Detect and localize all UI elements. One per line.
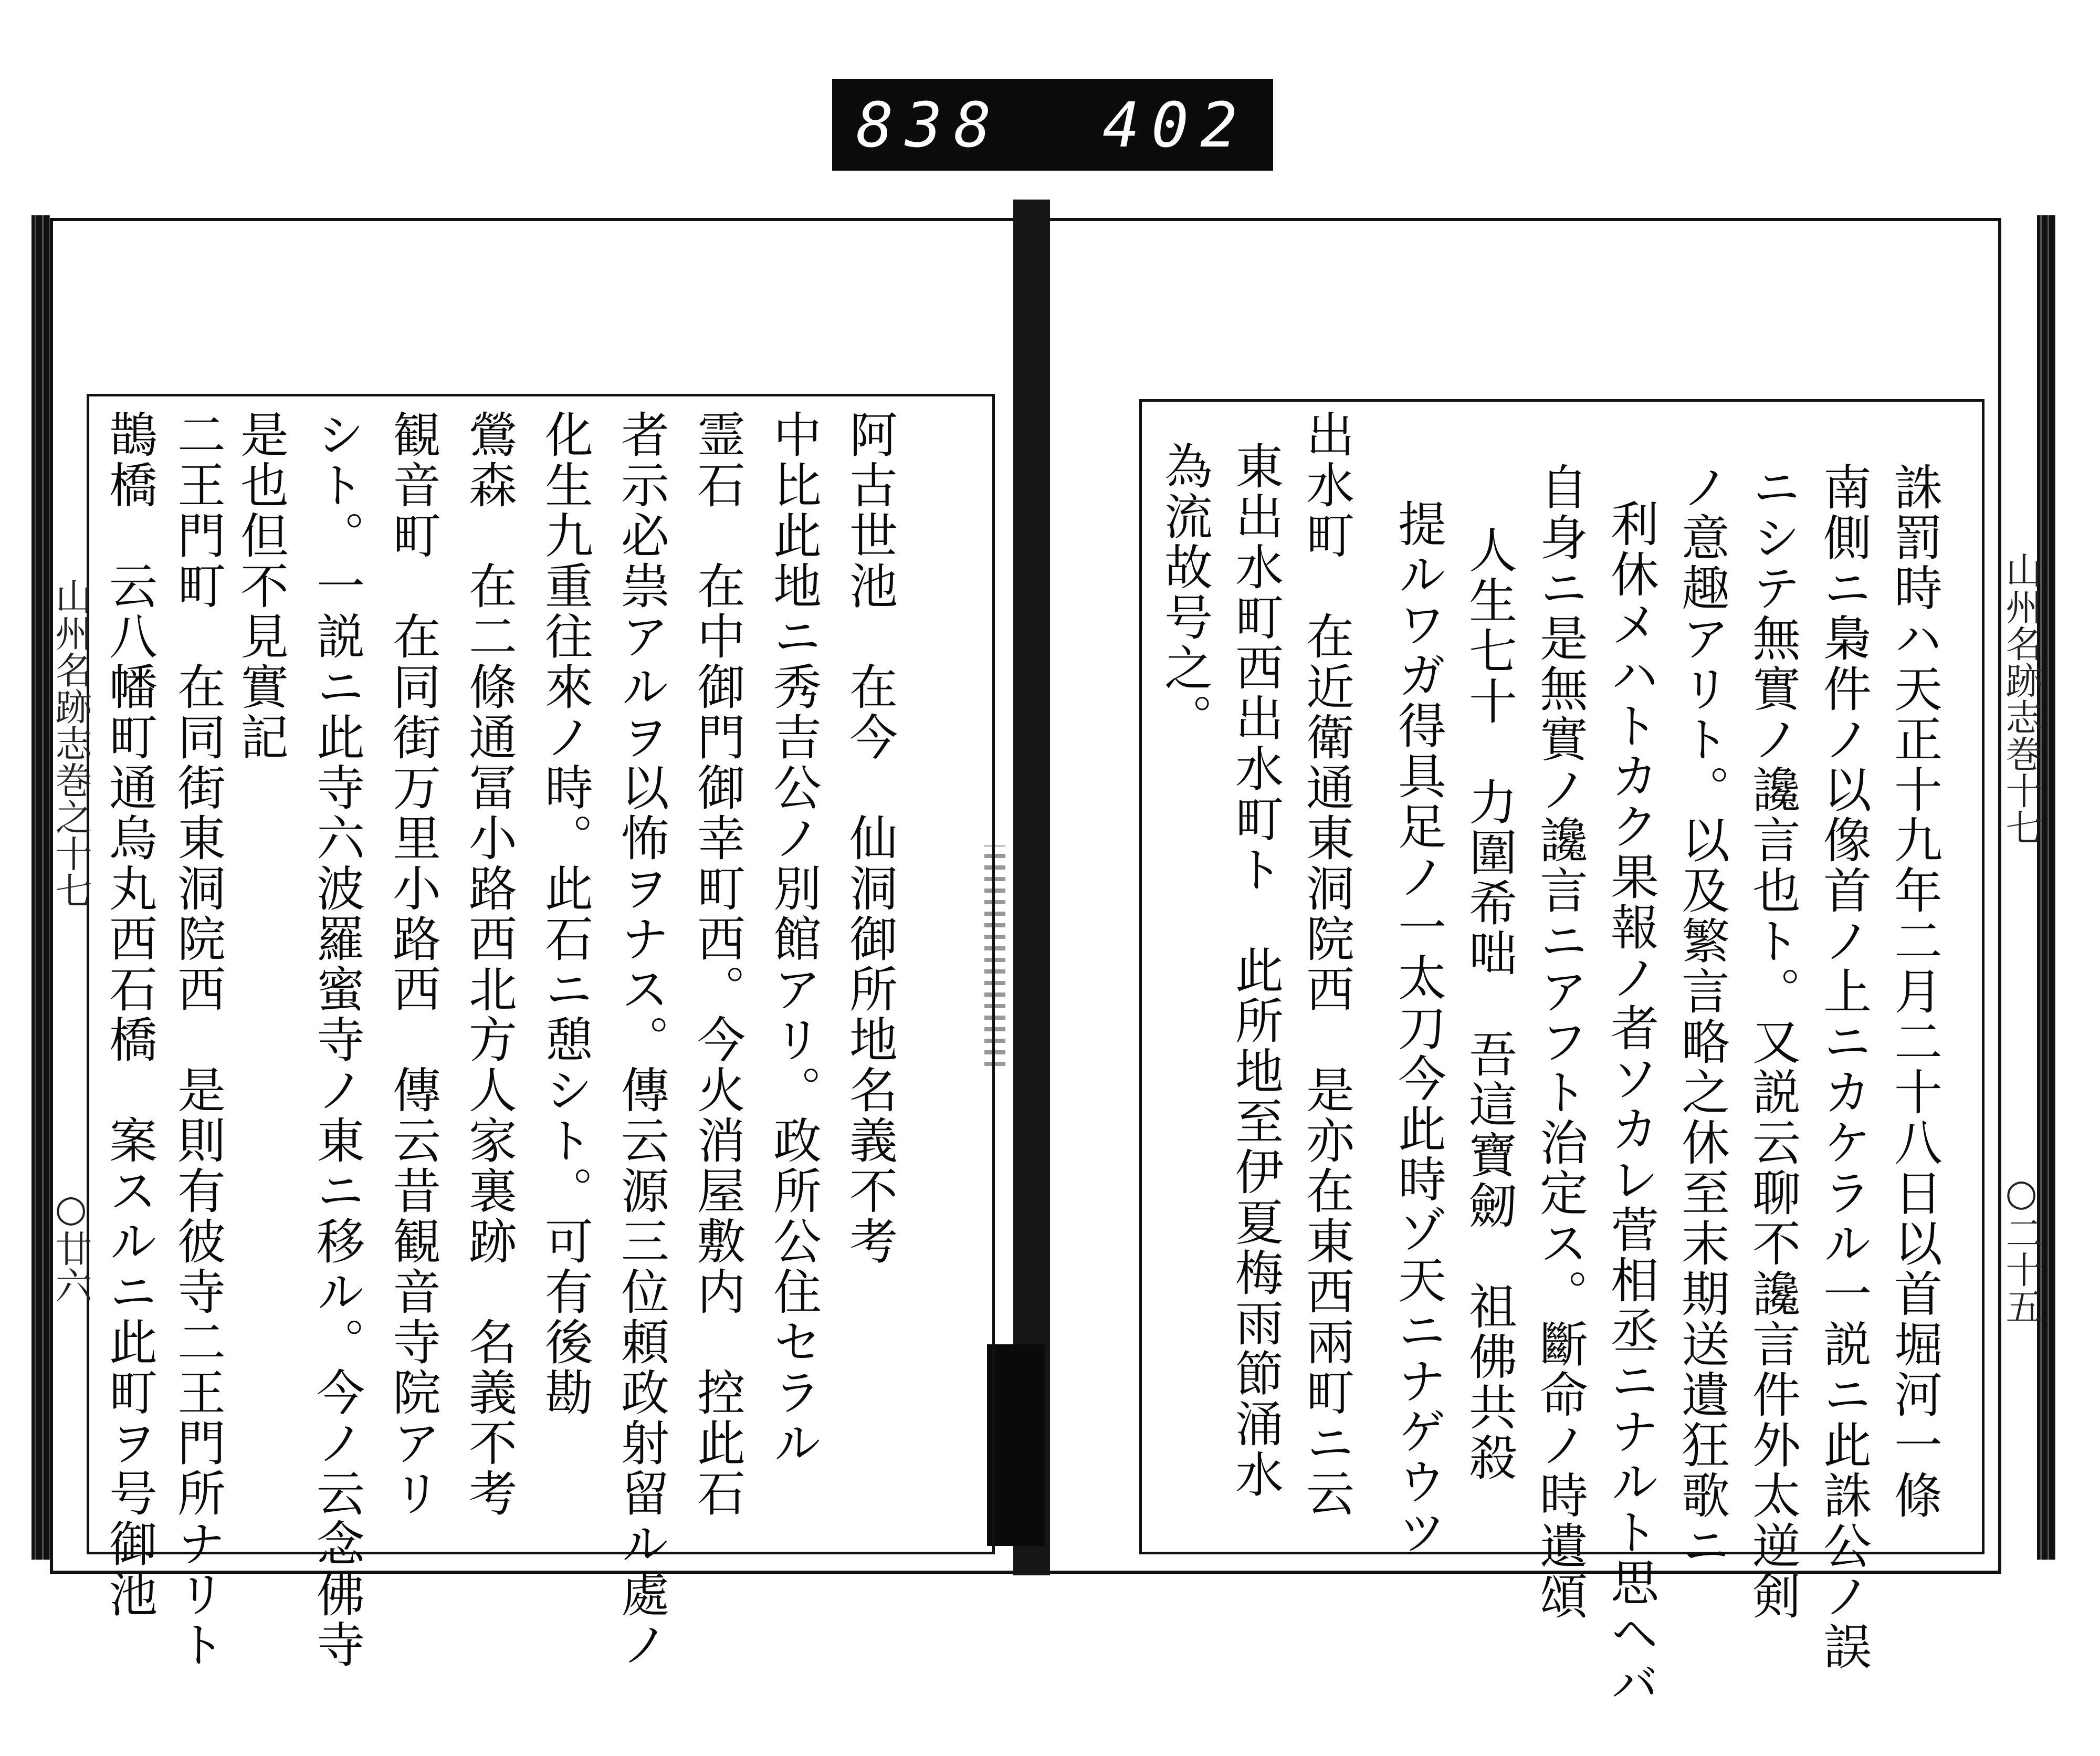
book-edge-right (2037, 215, 2055, 1560)
left-margin-page-number: ○廿六 (49, 1187, 92, 1303)
left-col-5: 化生九重往來ノ時。此石ニ憩シト。可有後勘 (537, 410, 593, 1418)
right-col-7: 人生七十 力圍希咄 吾這寶劒 祖佛共殺 (1461, 525, 1517, 1483)
left-col-7: 観音町 在同街万里小路西 傳云昔観音寺院アリ (385, 410, 441, 1519)
right-col-6: 自身ニ是無實ノ讒言ニアフト治定ス。斷命ノ時遺頌 (1532, 462, 1588, 1622)
right-col-10: 東出水町西出水町ト 此所地至伊夏梅雨節涌水 (1227, 441, 1284, 1500)
left-col-6: 鶯森 在二條通冨小路西北方人家裏跡 名義不考 (461, 410, 517, 1519)
left-col-11: 鵲橋 云八幡町通烏丸西石橋 案スルニ此町ヲ号御池 (101, 410, 158, 1619)
left-col-3: 霊石 在中御門御幸町西。今火消屋敷内 控此石 (689, 410, 746, 1519)
catalog-number-right: 402 (1102, 88, 1250, 161)
right-margin-title: 山州名跡志巻十七 (2000, 551, 2043, 845)
left-col-9: 是也但不見實記 (233, 410, 289, 762)
left-col-4: 者示必祟アルヲ以怖ヲナス。傳云源三位頼政射留ル處ノ (613, 410, 669, 1670)
left-col-1: 阿古世池 在今 仙洞御所地名義不考 (842, 410, 898, 1267)
catalog-label-plate (832, 79, 1273, 171)
right-col-4: ノ意趣アリト。以及繁言略之休至末期送遺狂歌ニ (1674, 462, 1730, 1571)
right-col-8: 提ルワガ得具足ノ一太刀今此時ゾ天ニナゲウツ (1390, 499, 1446, 1558)
right-col-5: 利休メハトカク果報ノ者ソカレ菅相丞ニナルト思ヘバ (1603, 499, 1659, 1709)
right-col-11: 為流故号之。 (1157, 441, 1213, 744)
left-margin-title: 山州名跡志巻之十七 (49, 578, 92, 908)
gutter-tab (987, 1344, 1045, 1546)
right-margin-page-number: ○二十五 (2000, 1171, 2043, 1324)
catalog-number-left: 838 (856, 88, 1003, 161)
right-col-2: 南側ニ梟件ノ以像首ノ上ニカケラル一説ニ此誅公ノ誤 (1815, 462, 1872, 1672)
right-col-9: 出水町 在近衛通東洞院西 是亦在東西兩町ニ云 (1298, 410, 1354, 1519)
right-col-3: ニシテ無實ノ讒言也ト。又説云聊不讒言件外太逆剣 (1745, 462, 1801, 1622)
left-col-8: シト。一説ニ此寺六波羅蜜寺ノ東ニ移ル。今ノ云念佛寺 (309, 410, 365, 1670)
right-col-1: 誅罰時ハ天正十九年二月二十八日以首堀河一條 (1886, 462, 1942, 1521)
left-col-2: 中比此地ニ秀吉公ノ別館アリ。政所公住セラル (765, 410, 822, 1468)
left-col-10: 二王門町 在同街東洞院西 是則有彼寺二王門所ナリト (170, 410, 226, 1670)
